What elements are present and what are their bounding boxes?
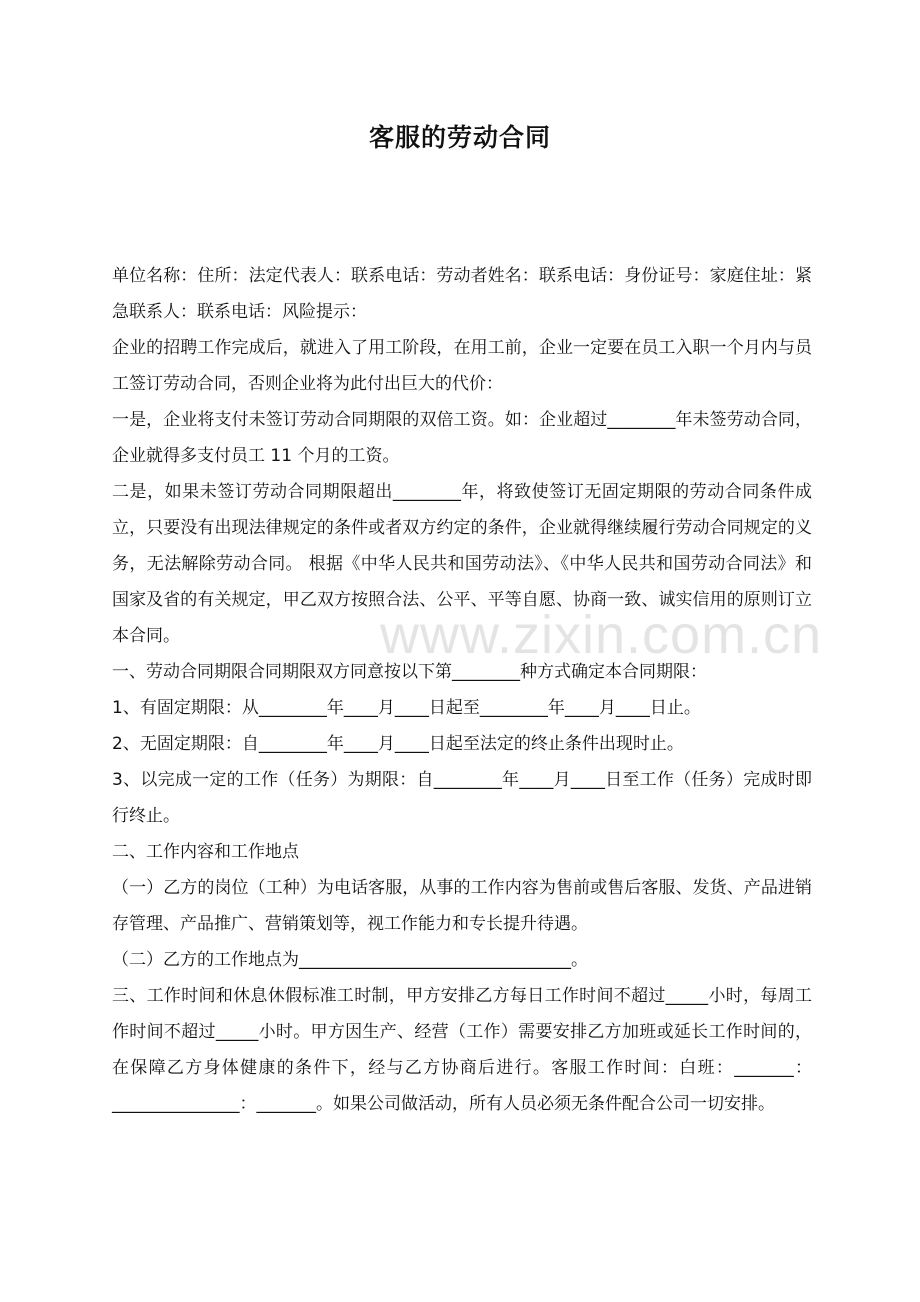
risk-two-paragraph: 二是，如果未签订劳动合同期限超出________年，将致使签订无固定期限的劳动合同条件成立，只要没有出现法律规定的条件或者双方约定的条件，企业就得继续履行劳动合同规定的义务，无法解除劳动合同。 根据《中华人民共和国劳动法》、《中华人民共和国劳动合同法》和国家及省的有关规定，甲乙双方按照合法、公平、平等自愿、协商一致、诚实信用的原则订立本合同。 [112,482,812,646]
job-content-paragraph: （一）乙方的岗位（工种）为电话客服，从事的工作内容为售前或售后客服、发货、产品进销存管理、产品推广、营销策划等，视工作能力和专长提升待遇。 [112,878,812,934]
document-body [112,258,812,1122]
term-option-fixed: 1、有固定期限：从________年____月____日起至________年____月____日止。 [112,698,701,718]
risk-one-paragraph: 一是，企业将支付未签订劳动合同期限的双倍工资。如：企业超过________年未签劳动合同，企业就得多支付员工 11 个月的工资。 [112,410,812,466]
section-two-heading: 二、工作内容和工作地点 [112,842,299,862]
party-info-paragraph: 单位名称：住所：法定代表人：联系电话：劳动者姓名：联系电话：身份证号：家庭住址：紧急联系人：联系电话：风险提示： [112,266,812,322]
work-location-paragraph: （二）乙方的工作地点为________________________________。 [112,950,588,970]
document-title: 客服的劳动合同 [368,123,551,152]
section-three-paragraph: 三、工作时间和休息休假标准工时制，甲方安排乙方每日工作时间不超过_____小时，每周工作时间不超过_____小时。甲方因生产、经营（工作）需要安排乙方加班或延长工作时间的，在保障乙方身体健康的条件下，经与乙方协商后进行。客服工作时间：白班：_______：_______________：_______。如果公司做活动，所有人员必须无条件配合公司一切安排。 [112,986,812,1114]
intro-paragraph: 企业的招聘工作完成后，就进入了用工阶段，在用工前，企业一定要在员工入职一个月内与员工签订劳动合同，否则企业将为此付出巨大的代价： [112,338,812,394]
term-option-task: 3、以完成一定的工作（任务）为期限：自________年____月____日至工作（任务）完成时即行终止。 [112,770,812,826]
section-one-heading: 一、劳动合同期限合同期限双方同意按以下第________种方式确定本合同期限： [112,662,707,682]
term-option-open: 2、无固定期限：自________年____月____日起至法定的终止条件出现时止。 [112,734,684,754]
watermark: www.zixin.com.cn [380,605,823,665]
